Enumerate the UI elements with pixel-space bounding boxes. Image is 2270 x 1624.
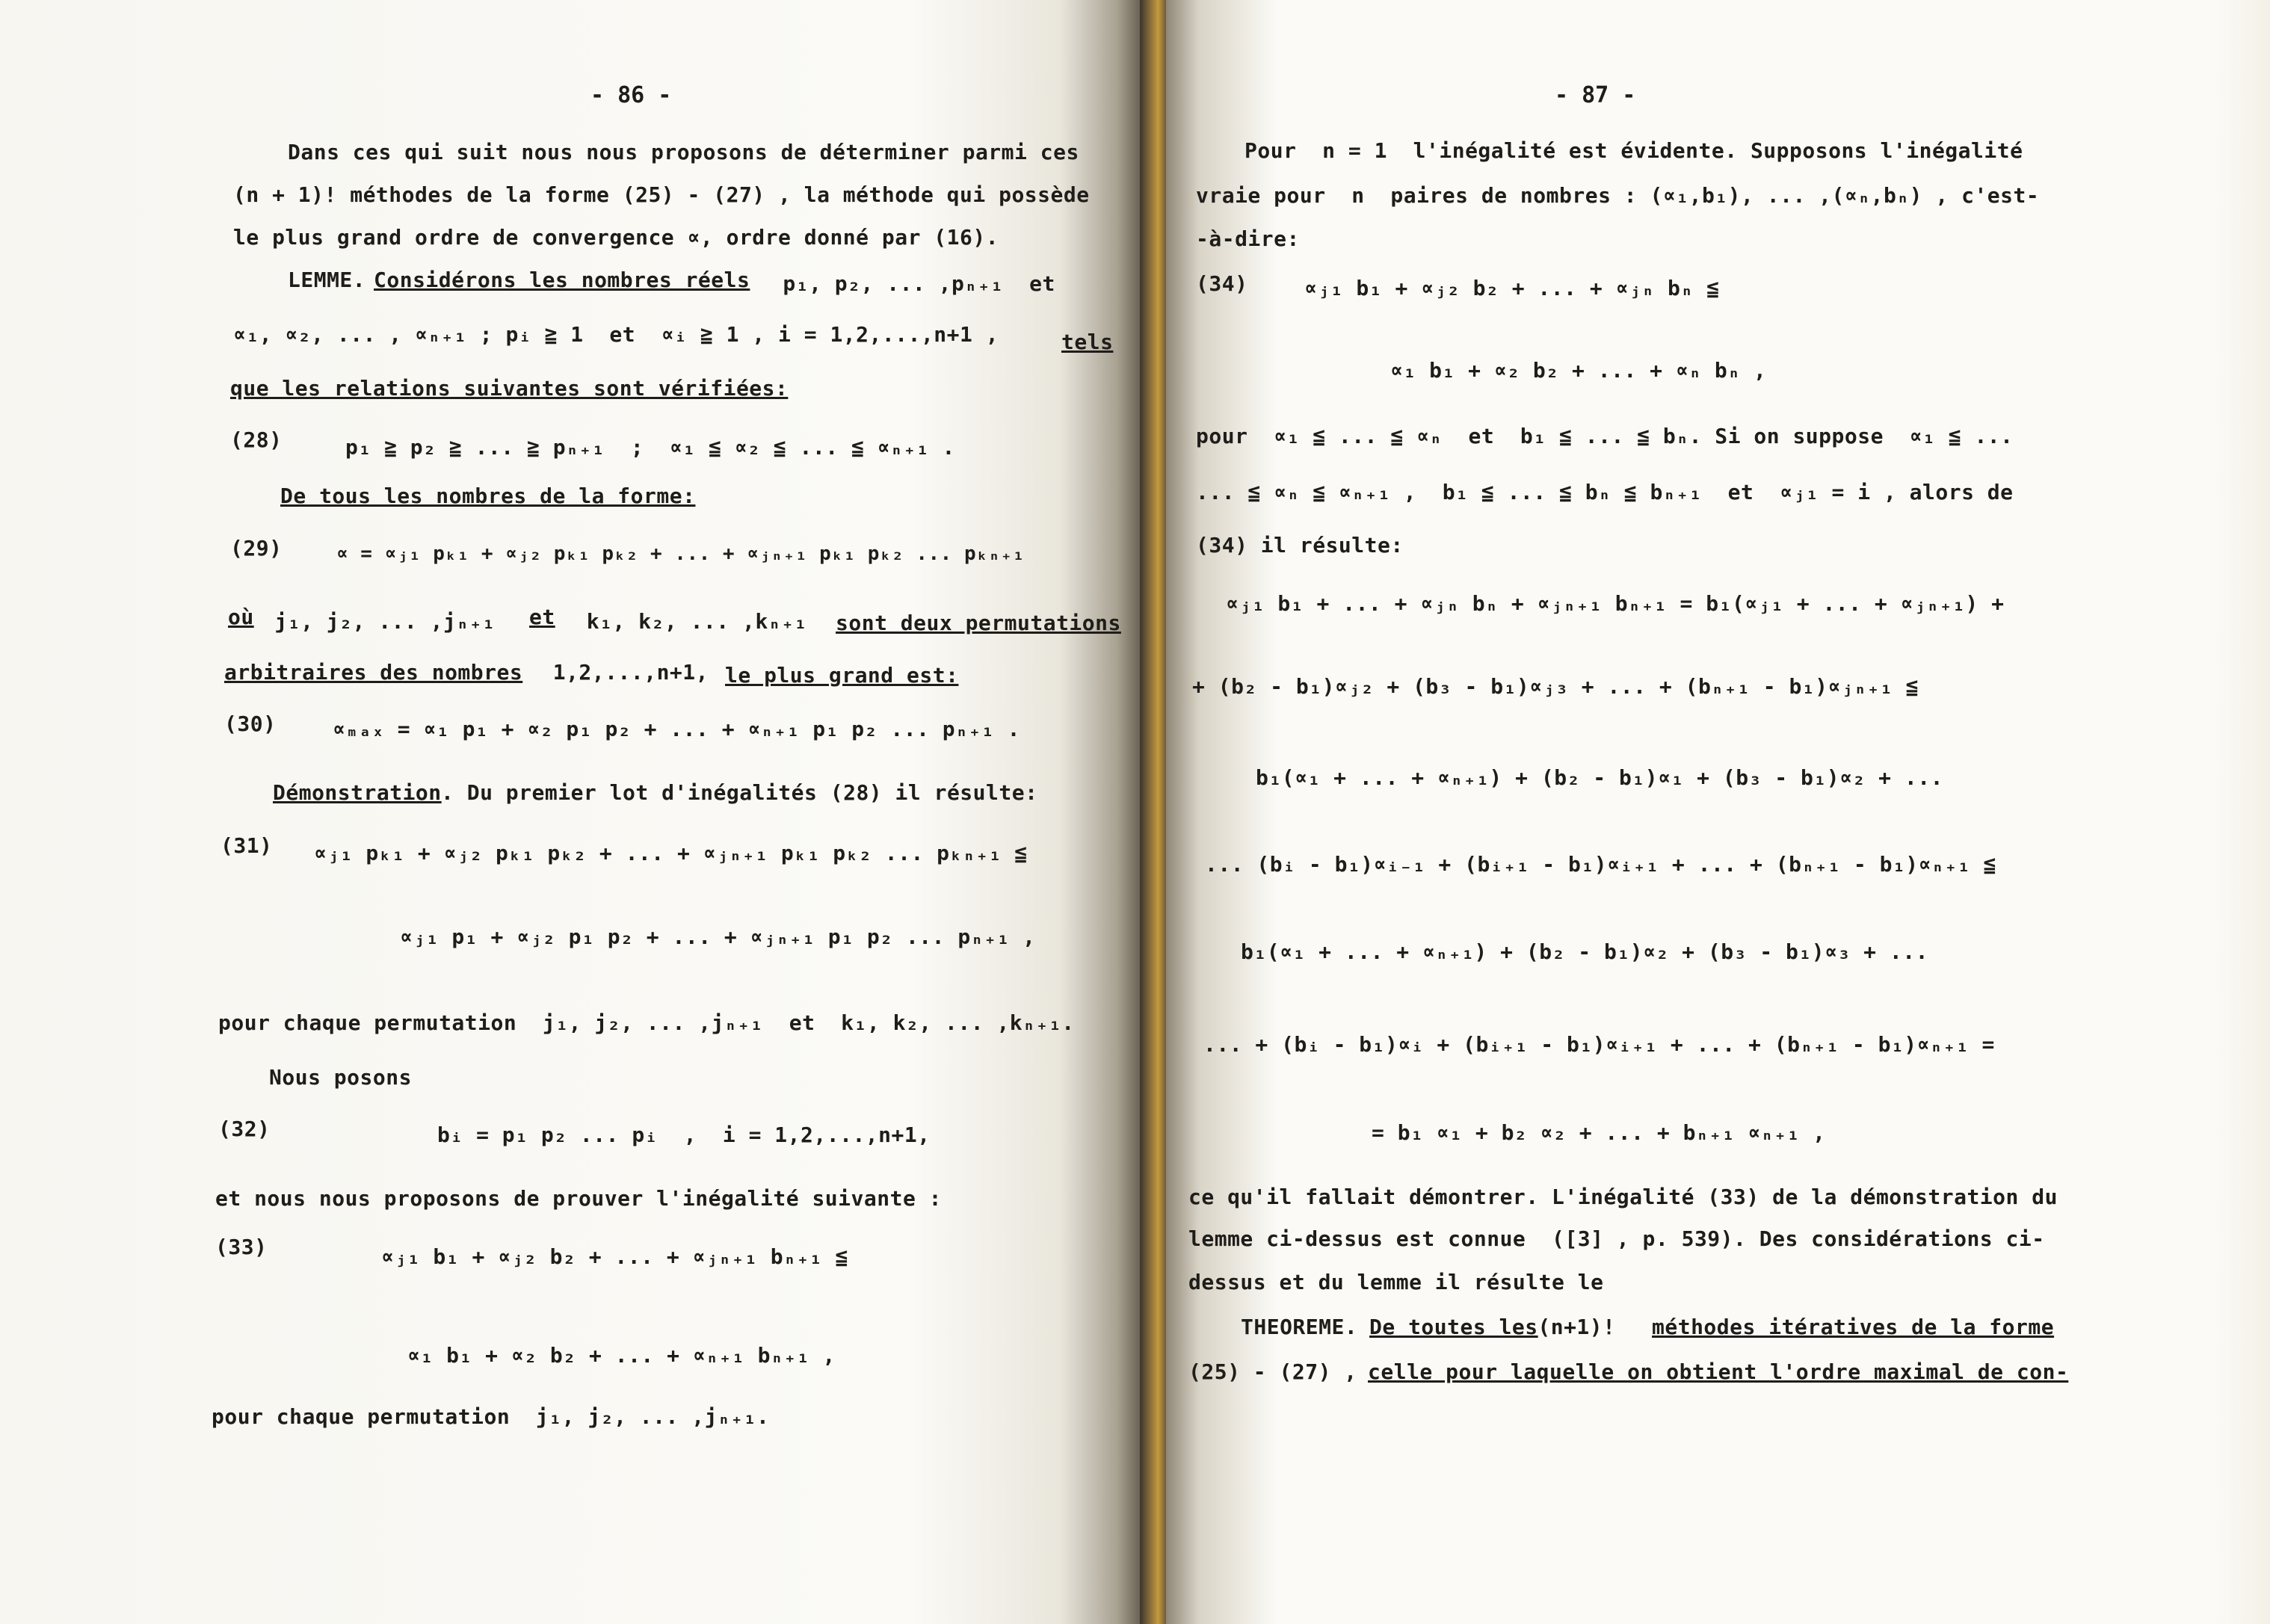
underlined-text: méthodes itératives de la forme xyxy=(1652,1315,2055,1339)
equation-29: ∝ = ∝ⱼ₁ pₖ₁ + ∝ⱼ₂ pₖ₁ pₖ₂ + ... + ∝ⱼₙ₊₁ pₖ₁ pₖ₂ ... pₖₙ₊₁ xyxy=(336,543,1025,565)
equation-number: (31) xyxy=(220,833,273,858)
book-gutter xyxy=(1140,0,1166,1624)
page-number-left: - 86 - xyxy=(590,82,672,108)
text-line: -à-dire: xyxy=(1196,226,1300,251)
derivation-line: + (b₂ - b₁)∝ⱼ₂ + (b₃ - b₁)∝ⱼ₃ + ... + (bₙ₊₁ - b₁)∝ⱼₙ₊₁ ≦ xyxy=(1192,674,1919,699)
lemma-heading: LEMME. xyxy=(288,268,379,292)
equation-34-rhs: ∝₁ b₁ + ∝₂ b₂ + ... + ∝ₙ bₙ , xyxy=(1390,358,1767,383)
equation-30: ∝ₘₐₓ = ∝₁ p₁ + ∝₂ p₁ p₂ + ... + ∝ₙ₊₁ p₁ p₂ ... pₙ₊₁ . xyxy=(333,717,1020,741)
equation-31-lhs: ∝ⱼ₁ pₖ₁ + ∝ⱼ₂ pₖ₁ pₖ₂ + ... + ∝ⱼₙ₊₁ pₖ₁ pₖ₂ ... pₖₙ₊₁ ≦ xyxy=(314,841,1028,865)
underlined-text: tels xyxy=(1061,330,1114,354)
derivation-line: = b₁ ∝₁ + b₂ ∝₂ + ... + bₙ₊₁ ∝ₙ₊₁ , xyxy=(1372,1120,1826,1145)
text-line: Pour n = 1 l'inégalité est évidente. Supposons l'inégalité xyxy=(1245,138,2023,163)
underlined-text: Démonstration xyxy=(273,780,442,805)
equation-34-lhs: ∝ⱼ₁ b₁ + ∝ⱼ₂ b₂ + ... + ∝ⱼₙ bₙ ≦ xyxy=(1304,276,1720,300)
page-number-right: - 87 - xyxy=(1555,82,1636,108)
math-sequence: ∝₁, ∝₂, ... , ∝ₙ₊₁ ; pᵢ ≧ 1 et ∝ᵢ ≧ 1 , i = 1,2,...,n+1 , xyxy=(233,322,1012,347)
text-line: lemme ci-dessus est connue ([3] , p. 539). Des considérations ci- xyxy=(1188,1226,2045,1251)
equation-number: (34) xyxy=(1196,271,1248,296)
math-sequence: j₁, j₂, ... ,jₙ₊₁ xyxy=(262,609,522,634)
text-line: (n + 1)! méthodes de la forme (25) - (27) , la méthode qui possède xyxy=(233,182,1090,207)
equation-32: bᵢ = p₁ p₂ ... pᵢ , i = 1,2,...,n+1, xyxy=(437,1123,931,1147)
math-sequence: p₁, p₂, ... ,pₙ₊₁ et xyxy=(770,271,1055,296)
text-line: Dans ces qui suit nous nous proposons de déterminer parmi ces xyxy=(288,140,1079,164)
text-line: (34) il résulte: xyxy=(1196,533,1404,558)
text-line: et nous nous proposons de prouver l'inégalité suivante : xyxy=(215,1186,943,1211)
text-line: ... ≦ ∝ₙ ≦ ∝ₙ₊₁ , b₁ ≦ ... ≦ bₙ ≦ bₙ₊₁ et ∝ⱼ₁ = i , alors de xyxy=(1196,480,2014,504)
equation-33-rhs: ∝₁ b₁ + ∝₂ b₂ + ... + ∝ₙ₊₁ bₙ₊₁ , xyxy=(407,1343,836,1368)
underlined-text: que les relations suivantes sont vérifiées: xyxy=(230,376,789,401)
text-line: vraie pour n paires de nombres : (∝₁,b₁), ... ,(∝ₙ,bₙ) , c'est- xyxy=(1196,183,2040,208)
text-line: le plus grand ordre de convergence ∝, ordre donné par (16). xyxy=(233,225,999,250)
equation-number: (30) xyxy=(224,711,277,736)
text-line: pour chaque permutation j₁, j₂, ... ,jₙ₊₁. xyxy=(212,1404,770,1429)
equation-number: (28) xyxy=(230,427,283,452)
equation-number: (32) xyxy=(218,1117,271,1141)
underlined-text: De toutes les xyxy=(1369,1315,1538,1339)
text-line: dessus et du lemme il résulte le xyxy=(1188,1270,1604,1294)
text-line: pour chaque permutation j₁, j₂, ... ,jₙ₊₁ et k₁, k₂, ... ,kₙ₊₁. xyxy=(218,1010,1075,1035)
underlined-text: et xyxy=(529,605,555,629)
derivation-line: ... (bᵢ - b₁)∝ᵢ₋₁ + (bᵢ₊₁ - b₁)∝ᵢ₊₁ + ... + (bₙ₊₁ - b₁)∝ₙ₊₁ ≦ xyxy=(1205,852,1996,877)
text-line: . Du premier lot d'inégalités (28) il résulte: xyxy=(441,780,1038,805)
equation-number: (29) xyxy=(230,536,283,561)
text-line: pour ∝₁ ≦ ... ≦ ∝ₙ et b₁ ≦ ... ≦ bₙ. Si on suppose ∝₁ ≦ ... xyxy=(1196,424,2014,448)
math-sequence: k₁, k₂, ... ,kₙ₊₁ xyxy=(561,609,833,634)
text-line: Nous posons xyxy=(269,1065,412,1090)
underlined-text: De tous les nombres de la forme: xyxy=(280,484,696,508)
text-line: (n+1)! xyxy=(1525,1315,1629,1339)
underlined-text: où xyxy=(228,605,254,629)
equation-31-rhs: ∝ⱼ₁ p₁ + ∝ⱼ₂ p₁ p₂ + ... + ∝ⱼₙ₊₁ p₁ p₂ ... pₙ₊₁ , xyxy=(400,924,1036,949)
equation-28: p₁ ≧ p₂ ≧ ... ≧ pₙ₊₁ ; ∝₁ ≦ ∝₂ ≦ ... ≦ ∝ₙ₊₁ . xyxy=(345,435,955,460)
equation-number: (33) xyxy=(215,1235,268,1259)
underlined-text: sont deux permutations xyxy=(836,611,1121,635)
theorem-heading: THEOREME. xyxy=(1241,1315,1371,1339)
derivation-line: ∝ⱼ₁ b₁ + ... + ∝ⱼₙ bₙ + ∝ⱼₙ₊₁ bₙ₊₁ = b₁(∝ⱼ₁ + ... + ∝ⱼₙ₊₁) + xyxy=(1226,591,2005,616)
lemma-statement: Considérons les nombres réels xyxy=(374,268,750,292)
equation-33-lhs: ∝ⱼ₁ b₁ + ∝ⱼ₂ b₂ + ... + ∝ⱼₙ₊₁ bₙ₊₁ ≦ xyxy=(381,1244,848,1269)
derivation-line: b₁(∝₁ + ... + ∝ₙ₊₁) + (b₂ - b₁)∝₂ + (b₃ - b₁)∝₃ + ... xyxy=(1241,939,1928,964)
underlined-text: arbitraires des nombres xyxy=(224,660,523,685)
math-sequence: 1,2,...,n+1, xyxy=(527,660,735,685)
derivation-line: b₁(∝₁ + ... + ∝ₙ₊₁) + (b₂ - b₁)∝₁ + (b₃ - b₁)∝₂ + ... xyxy=(1256,765,1943,790)
text-line: (25) - (27) , xyxy=(1188,1359,1371,1384)
right-page xyxy=(1166,0,2270,1624)
underlined-text: celle pour laquelle on obtient l'ordre maximal de con- xyxy=(1368,1359,2069,1384)
derivation-line: ... + (bᵢ - b₁)∝ᵢ + (bᵢ₊₁ - b₁)∝ᵢ₊₁ + ... + (bₙ₊₁ - b₁)∝ₙ₊₁ = xyxy=(1203,1032,1995,1057)
underlined-text: le plus grand est: xyxy=(725,663,959,688)
text-line: ce qu'il fallait démontrer. L'inégalité (33) de la démonstration du xyxy=(1188,1185,2058,1209)
